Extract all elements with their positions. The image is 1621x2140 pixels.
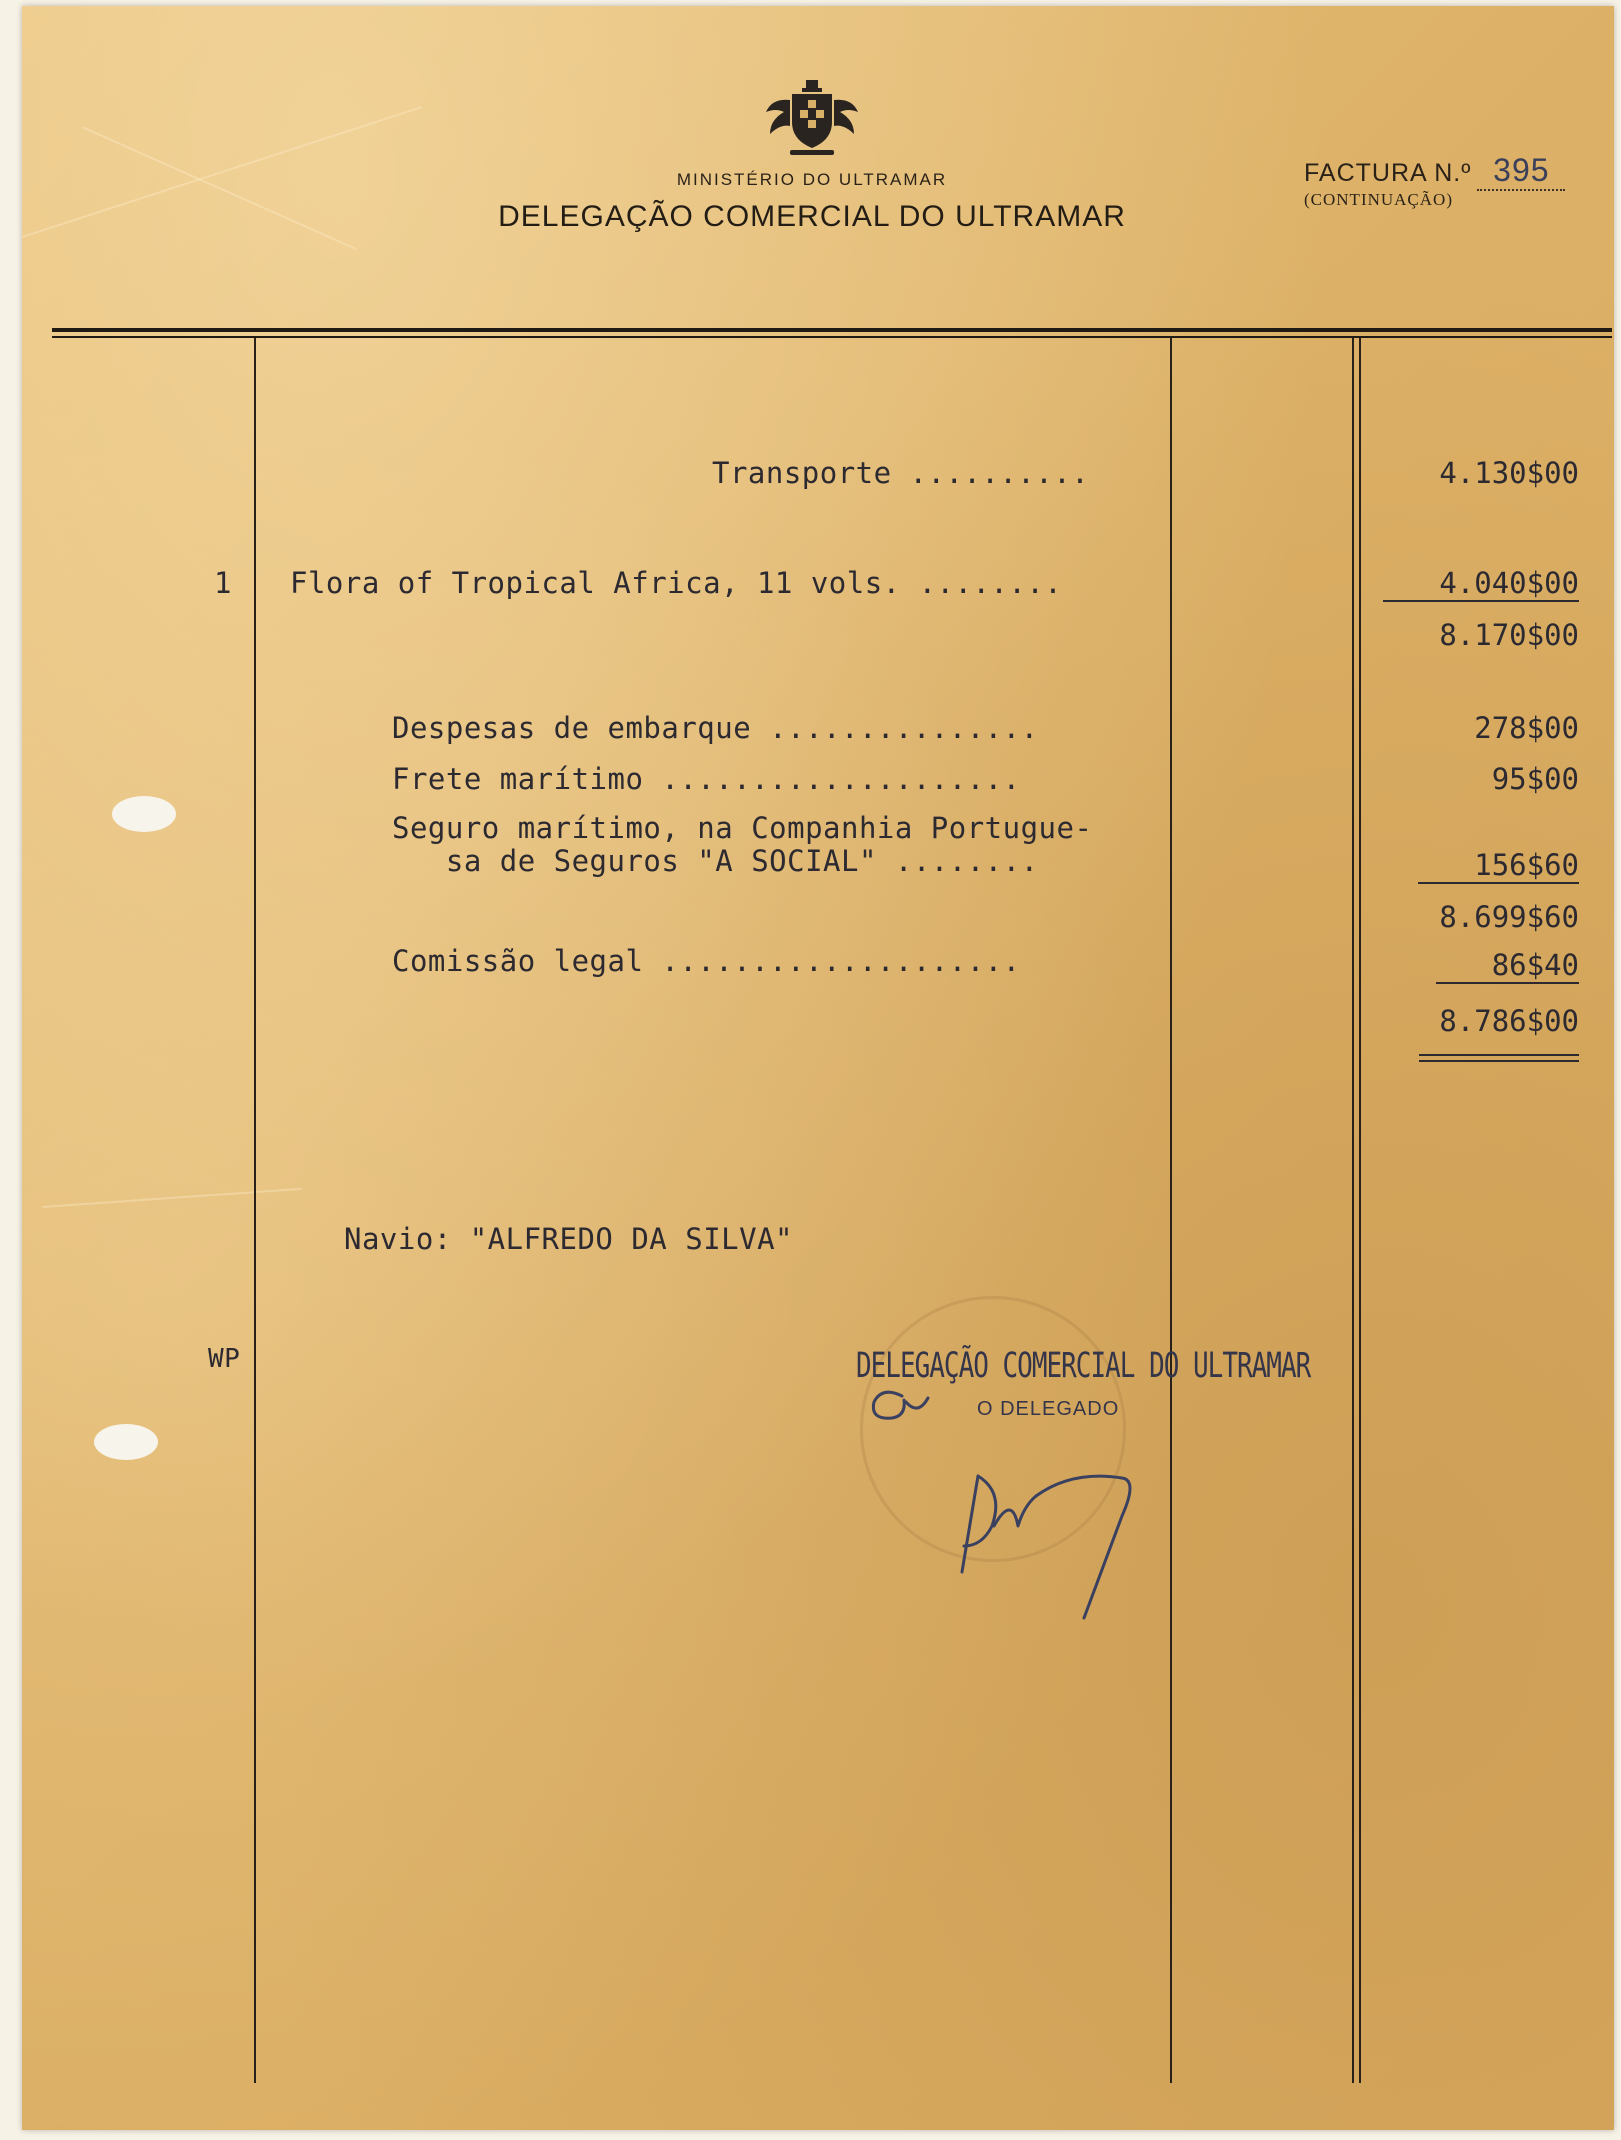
line-flora: Flora of Tropical Africa, 11 vols. ........ [290,566,1063,600]
grand-total: 8.786$00 [1439,1004,1579,1038]
amount-despesas: 278$00 [1474,711,1579,745]
amount-seguro: 156$60 [1418,848,1579,884]
total-double-underline [1419,1054,1579,1062]
typist-initials: WP [208,1344,241,1374]
ship-name: Navio: "ALFREDO DA SILVA" [344,1222,793,1256]
column-rule-amount-left [1352,338,1354,2083]
amount-comissao: 86$40 [1436,948,1579,984]
amount-frete: 95$00 [1491,762,1579,796]
subtotal-2: 8.699$60 [1439,900,1579,934]
header-rule [52,328,1612,332]
invoice-label-text: FACTURA N.º [1304,159,1472,187]
column-rule-amount-left-inner [1359,338,1361,2083]
amount-flora: 4.040$00 [1383,566,1579,602]
punch-hole [112,796,176,832]
line-transporte: Transporte .......... [712,456,1090,490]
header-rule-thin [52,336,1612,338]
line-seguro-1: Seguro marítimo, na Companhia Portugue- [392,811,1093,845]
line-qty: 1 [214,566,232,600]
subtotal-1: 8.170$00 [1439,618,1579,652]
paper-crease [42,1188,302,1208]
column-rule-qty [254,338,256,2083]
handwritten-signature [862,1376,1212,1636]
line-frete: Frete marítimo .................... [392,762,1021,796]
invoice-paper [22,6,1614,2130]
line-comissao: Comissão legal .................... [392,944,1021,978]
stamp-office: DELEGAÇÃO COMERCIAL DO ULTRAMAR [856,1346,1311,1387]
stamp-title: O DELEGADO [977,1398,1120,1420]
punch-hole [94,1424,158,1460]
coat-of-arms-icon [762,78,862,158]
column-rule-description [1170,338,1172,2083]
invoice-label [1304,152,1565,191]
delegation-name: DELEGAÇÃO COMERCIAL DO ULTRAMAR [498,200,1126,233]
invoice-number: 395 [1477,152,1565,191]
ministry-name: MINISTÉRIO DO ULTRAMAR [676,170,948,189]
line-seguro-2: sa de Seguros "A SOCIAL" ........ [392,844,1039,878]
continuation-label: (CONTINUAÇÃO) [1304,190,1453,209]
line-despesas: Despesas de embarque ............... [392,711,1039,745]
paper-crease [82,126,357,250]
amount-transporte: 4.130$00 [1439,456,1579,490]
